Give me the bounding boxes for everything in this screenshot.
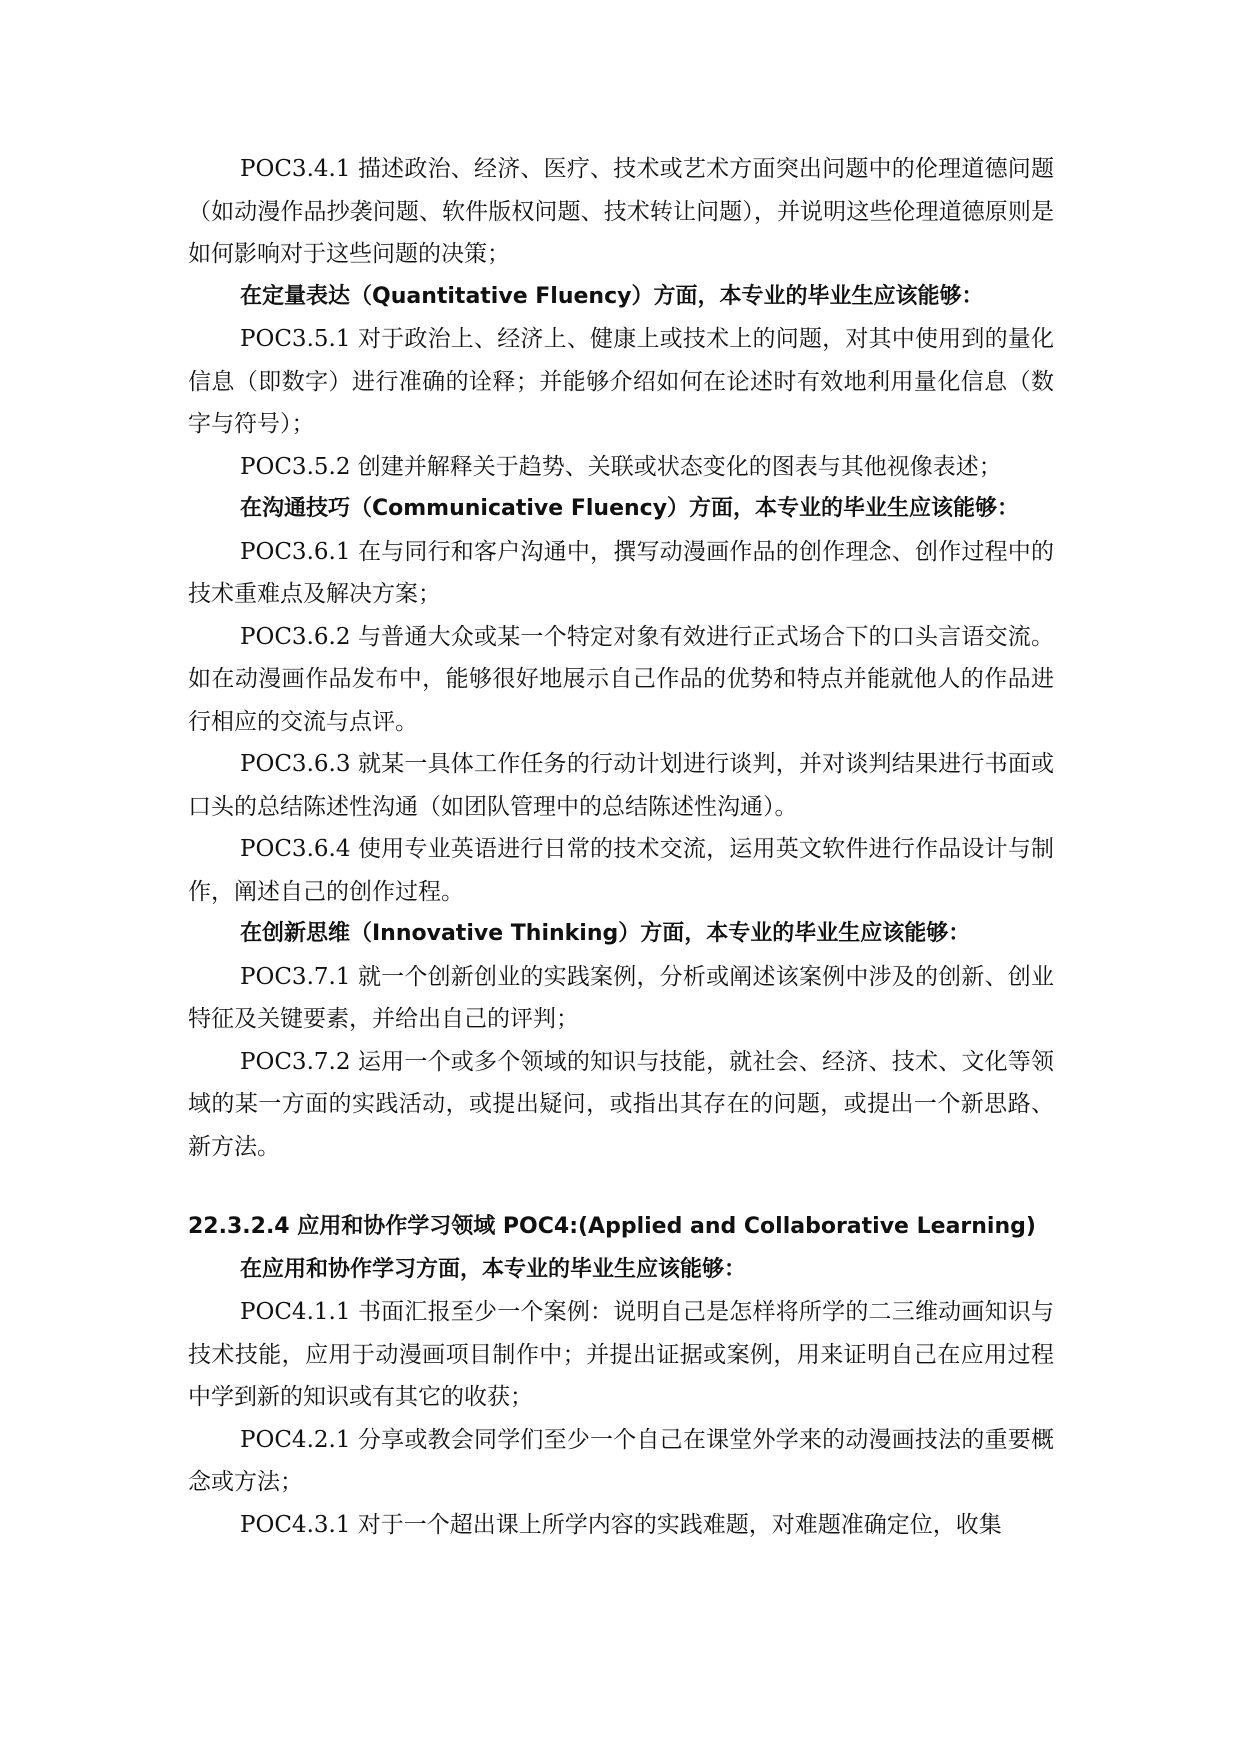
heading-innovative-thinking: 在创新思维（Innovative Thinking）方面，本专业的毕业生应该能够： xyxy=(240,921,971,946)
paragraph-poc3-7-2: POC3.7.2 运用一个或多个领域的知识与技能，就社会、经济、技术、文化等领域的某一方面的实践活动，或提出疑问，或指出其存在的问题，或提出一个新思路、新方法。 xyxy=(188,1048,1054,1160)
section-title-22-3-2-4: 22.3.2.4 应用和协作学习领域 POC4:(Applied and Collaborative Learning) xyxy=(188,1214,1036,1239)
paragraph-poc3-5-2: POC3.5.2 创建并解释关于趋势、关联或状态变化的图表与其他视像表述； xyxy=(240,453,1002,480)
paragraph-poc3-5-1: POC3.5.1 对于政治上、经济上、健康上或技术上的问题，对其中使用到的量化信息（即数字）进行准确的诠释；并能够介绍如何在论述时有效地利用量化信息（数字与符号）； xyxy=(188,326,1054,437)
paragraph-poc3-6-1: POC3.6.1 在与同行和客户沟通中，撰写动漫画作品的创作理念、创作过程中的技术重难点及解决方案； xyxy=(188,538,1054,607)
paragraph-poc3-4-1: POC3.4.1 描述政治、经济、医疗、技术或艺术方面突出问题中的伦理道德问题（如动漫作品抄袭问题、软件版权问题、技术转让问题），并说明这些伦理道德原则是如何影响对于这些问题的决策； xyxy=(188,156,1054,267)
heading-communicative-fluency: 在沟通技巧（Communicative Fluency）方面，本专业的毕业生应该能够： xyxy=(240,496,1020,521)
paragraph-poc3-6-4: POC3.6.4 使用专业英语进行日常的技术交流，运用英文软件进行作品设计与制作，阐述自己的创作过程。 xyxy=(188,836,1054,905)
paragraph-poc4-1-1: POC4.1.1 书面汇报至少一个案例：说明自己是怎样将所学的二三维动画知识与技术技能，应用于动漫画项目制作中；并提出证据或案例，用来证明自己在应用过程中学到新的知识或有其它的收获； xyxy=(188,1299,1054,1410)
document-page xyxy=(188,148,1054,1546)
heading-applied-collaborative: 在应用和协作学习方面，本专业的毕业生应该能够： xyxy=(240,1256,747,1282)
heading-quantitative-fluency: 在定量表达（Quantitative Fluency）方面，本专业的毕业生应该能够： xyxy=(240,283,984,309)
paragraph-poc3-6-3: POC3.6.3 就某一具体工作任务的行动计划进行谈判，并对谈判结果进行书面或口头的总结陈述性沟通（如团队管理中的总结陈述性沟通）。 xyxy=(188,751,1054,820)
paragraph-poc4-2-1: POC4.2.1 分享或教会同学们至少一个自己在课堂外学来的动漫画技法的重要概念或方法； xyxy=(188,1426,1054,1495)
paragraph-poc4-3-1: POC4.3.1 对于一个超出课上所学内容的实践难题，对难题准确定位，收集 xyxy=(240,1511,1002,1538)
paragraph-poc3-6-2: POC3.6.2 与普通大众或某一个特定对象有效进行正式场合下的口头言语交流。如在动漫画作品发布中，能够很好地展示自己作品的优势和特点并能就他人的作品进行相应的交流与点评。 xyxy=(188,623,1054,735)
paragraph-poc3-7-1: POC3.7.1 就一个创新创业的实践案例，分析或阐述该案例中涉及的创新、创业特征及关键要素，并给出自己的评判； xyxy=(188,963,1054,1032)
